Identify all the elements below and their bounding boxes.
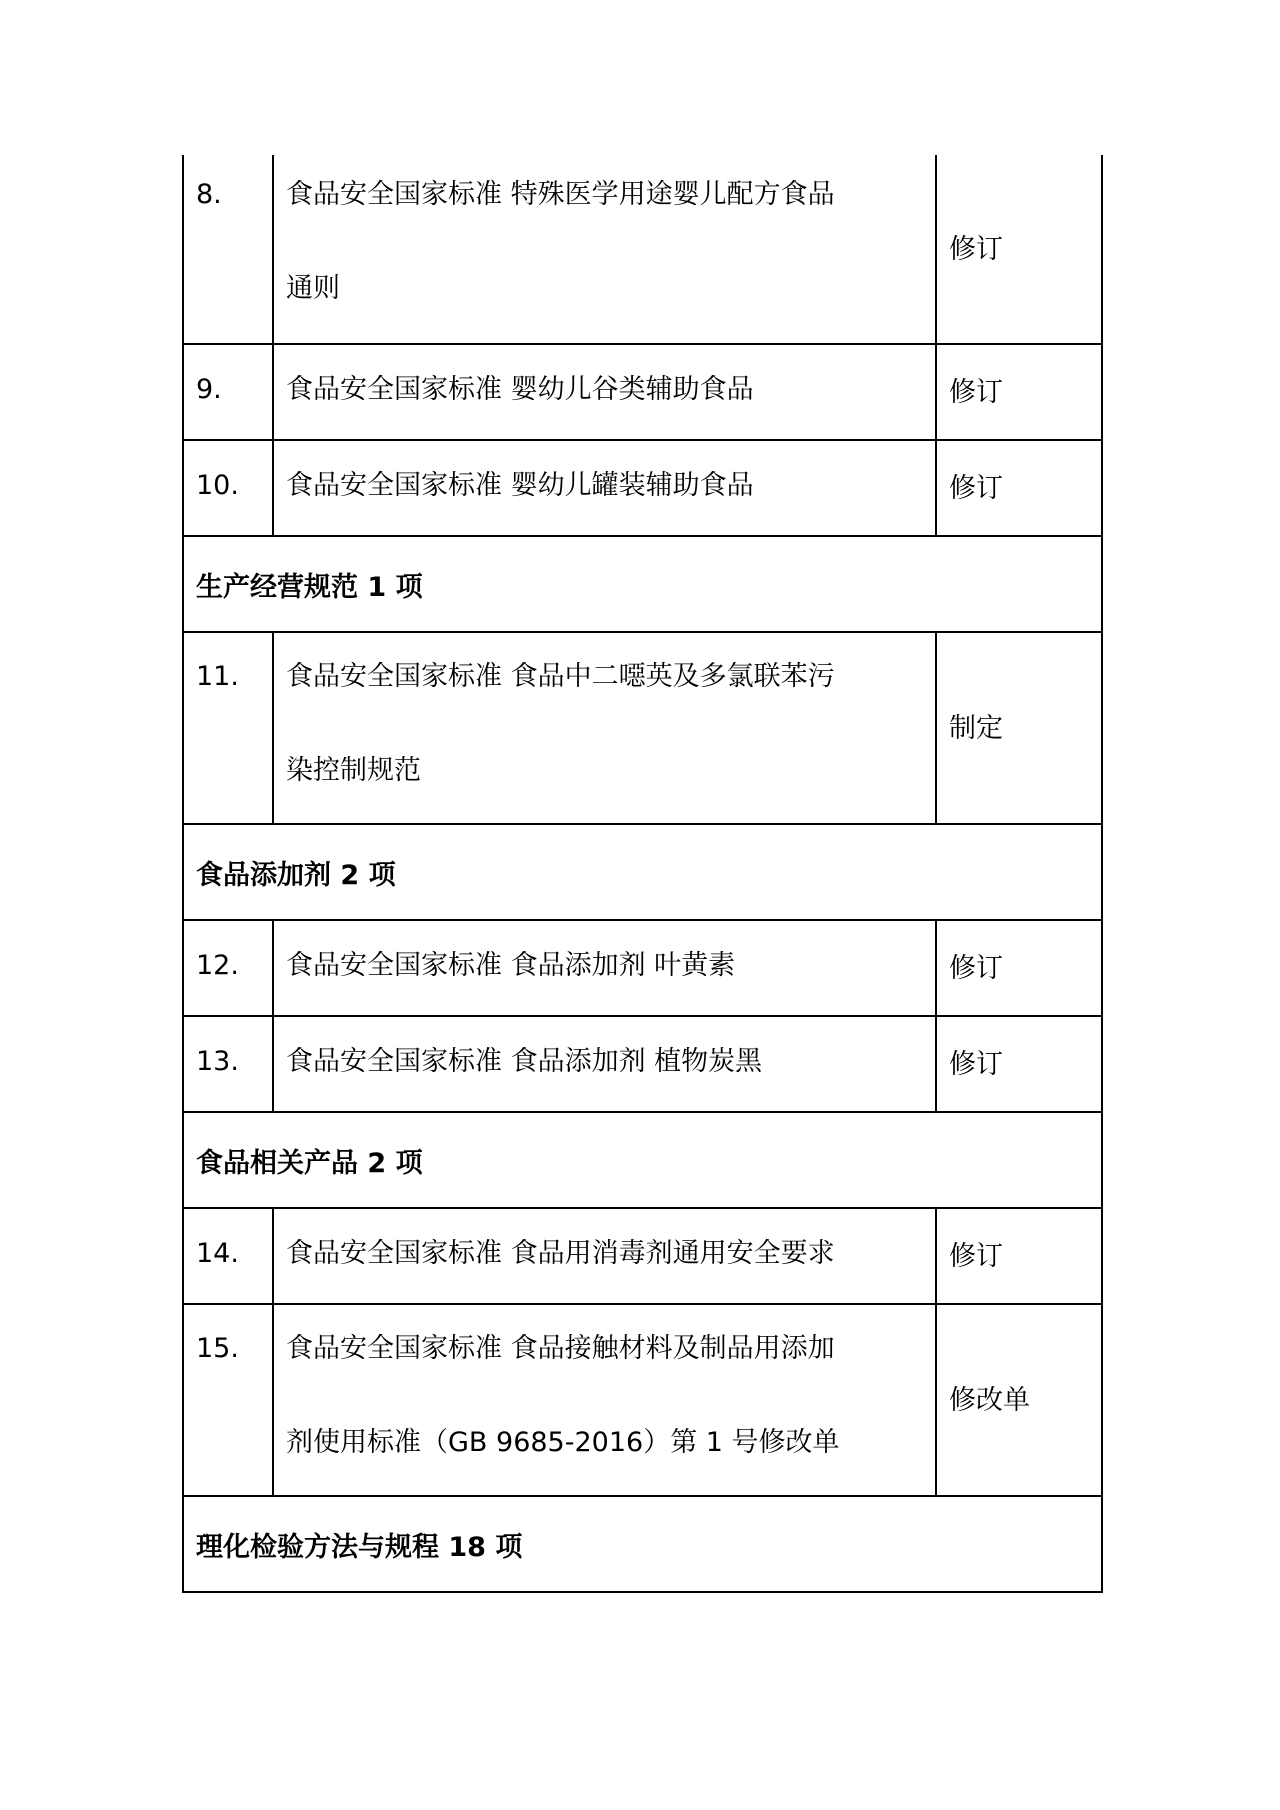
standard-name-line: 通则	[286, 273, 340, 304]
standard-name	[274, 633, 937, 823]
standard-name	[274, 921, 937, 1015]
section-heading: 生产经营规范 1 项	[184, 535, 1101, 631]
standard-name-line: 食品安全国家标准 食品中二噁英及多氯联苯污	[286, 661, 835, 692]
row-number: 10.	[184, 441, 274, 535]
standard-name	[274, 1209, 937, 1303]
standards-table	[182, 155, 1103, 1593]
section-heading: 食品添加剂 2 项	[184, 823, 1101, 919]
row-number: 15.	[184, 1305, 274, 1495]
row-number: 13.	[184, 1017, 274, 1111]
row-number: 9.	[184, 345, 274, 439]
revision-type: 修订	[949, 1240, 1003, 1272]
row-number: 12.	[184, 921, 274, 1015]
standard-name-line: 食品安全国家标准 食品添加剂 叶黄素	[286, 950, 736, 981]
row-number: 8.	[184, 155, 274, 343]
standard-name-line: 食品安全国家标准 特殊医学用途婴儿配方食品	[286, 179, 835, 210]
table-row	[184, 439, 1101, 535]
table-row	[184, 631, 1101, 823]
row-number: 11.	[184, 633, 274, 823]
standard-name	[274, 441, 937, 535]
revision-type: 制定	[949, 712, 1003, 744]
table-row	[184, 343, 1101, 439]
table-row	[184, 1207, 1101, 1303]
section-heading: 食品相关产品 2 项	[184, 1111, 1101, 1207]
table-row	[184, 919, 1101, 1015]
table-row	[184, 1303, 1101, 1495]
standard-name-line: 染控制规范	[286, 755, 421, 786]
standard-name	[274, 345, 937, 439]
standard-name-line: 食品安全国家标准 食品添加剂 植物炭黑	[286, 1046, 763, 1077]
row-number: 14.	[184, 1209, 274, 1303]
table-row	[184, 1015, 1101, 1111]
standard-name	[274, 1305, 937, 1495]
standard-name-line: 剂使用标准（GB 9685-2016）第 1 号修改单	[286, 1427, 840, 1458]
section-heading: 理化检验方法与规程 18 项	[184, 1495, 1101, 1591]
standard-name	[274, 155, 937, 343]
revision-type: 修订	[949, 376, 1003, 408]
standard-name-line: 食品安全国家标准 食品用消毒剂通用安全要求	[286, 1238, 835, 1269]
revision-type: 修订	[949, 952, 1003, 984]
revision-type: 修订	[949, 233, 1003, 265]
revision-type: 修订	[949, 1048, 1003, 1080]
standard-name-line: 食品安全国家标准 婴幼儿罐装辅助食品	[286, 470, 754, 501]
revision-type: 修改单	[949, 1384, 1030, 1416]
table-row	[184, 155, 1101, 343]
revision-type: 修订	[949, 472, 1003, 504]
standard-name-line: 食品安全国家标准 婴幼儿谷类辅助食品	[286, 374, 754, 405]
standard-name	[274, 1017, 937, 1111]
standard-name-line: 食品安全国家标准 食品接触材料及制品用添加	[286, 1333, 835, 1364]
